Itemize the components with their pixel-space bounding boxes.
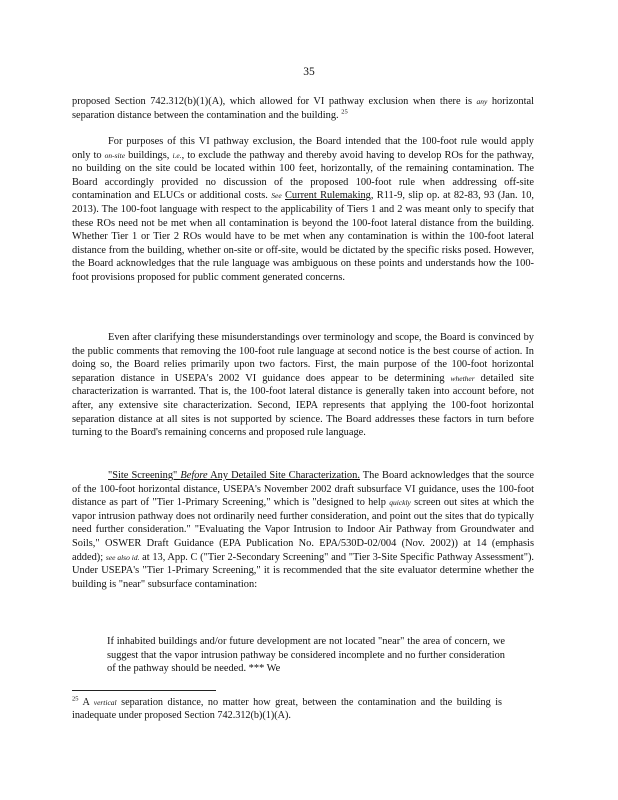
p4-text-a: The Board acknowledges that the source of the 100-foot horizontal distance, USEPA's November 2002 draft subsurface VI guidance, uses the 100-foot distance as part of "Tier 1-Primary Screening," which is "designed to help [72,470,535,509]
footnote-vertical: vertical [93,698,117,707]
p1-emphasis-any: any [476,97,488,106]
paragraph-vi-exclusion [72,135,534,285]
p2-text-b: buildings, [125,149,173,161]
p2-onsite: on-site [104,150,126,160]
p2-citation-current-rulemaking: Current Rulemaking [285,190,371,202]
p2-text-a: For purposes of this VI pathway exclusion, the Board intended that the 100-foot rule would apply only to [72,136,534,161]
p2-see: See [271,191,282,201]
p4-see-also: see also id. [105,552,140,562]
p2-text-c: , to exclude the pathway and thereby avoid having to develop ROs for the pathway, no building on the site could be located within 100 feet, horizontally, of the remaining contamination. The Board accordingly provided no discussion of the proposed 100-foot rule when addressing off-site contamination and ELUCs or additional costs. [72,149,534,202]
paragraph-removing-rule [72,331,534,440]
p4-quickly: quickly [389,498,411,508]
footnote-prefix: A [82,697,94,708]
p2-text-e: , R11-9, slip op. at 82-83, 93 (Jan. 10, 2013). The 100-foot language with respect to the applicability of Tiers 1 and 2 was meant only to specify that these ROs need not be met when all contamination is beyond the 100-foot lateral distance from the building. Whether Tier 1 or Tier 2 ROs would have to be met when any contamination is within the 100-foot lateral distance from the building, whether on-site or off-site, would be dictated by the specific risks posed. However, the Board acknowledges that the rule language was ambiguous on these points and understands how the 100-foot provisions proposed for public comment generated concerns. [72,190,534,283]
footnote-divider [72,690,216,691]
footnote-number: 25 [72,695,79,703]
paragraph-continuation [72,95,534,122]
p4-text-b: screen out sites at which the vapor intrusion pathway does not ordinarily need further consideration, and point out the sites that do typically need further consideration." "Evaluating the Vapor Intrusion to Indoor Air Pathway from Groundwater and Soils," OSWER Draft Guidance (EPA Publication No. EPA/530D-02/004 (Nov. 2002)) at 14 (emphasis added); [72,497,534,563]
page-number: 35 [303,66,315,78]
paragraph-site-screening [72,469,534,591]
p1-text-b: horizontal separation distance between the contamination and the building. [72,96,534,121]
p3-whether: whether [450,373,475,383]
footnote-text: separation distance, no matter how great, between the contamination and the building is inadequate under proposed Section 742.312(b)(1)(A). [72,697,503,722]
footnote-25 [72,696,502,723]
p3-text-b: detailed site characterization is warranted. That is, the 100-foot lateral distance is generally taken into account before, not after, any extensive site characterization. Second, IEPA represents that applying the 100-foot horizontal separation distance at all sites is not supported by science. The Board addresses these factors in turn before turning to the Board's remaining concerns and proposed rule language. [72,372,534,439]
footnote-ref-25[interactable]: 25 [341,108,348,116]
p1-text-a: proposed Section 742.312(b)(1)(A), which allowed for VI pathway exclusion when there is [72,96,477,107]
block-quote: If inhabited buildings and/or future development are not located "near" the area of concern, we suggest that the vapor intrusion pathway be considered incomplete and no further consideration of the pathway should be needed. *** We [107,636,505,675]
section-heading-site-screening: "Site Screening" Before Any Detailed Site Characterization. [108,470,360,481]
p2-ie: i.e. [172,150,182,160]
p3-text-a: Even after clarifying these misunderstandings over terminology and scope, the Board is convinced by the public comments that removing the 100-foot rule language at second notice is the best course of action. In doing so, the Board relies primarily upon two factors. First, the main purpose of the 100-foot horizontal separation distance in USEPA's 2002 VI guidance does appear to be determining [72,332,534,384]
p4-text-c: at 13, App. C ("Tier 2-Secondary Screening" and "Tier 3-Site Specific Pathway Assessment"). Under USEPA's "Tier 1-Primary Screening," it is recommended that the site evaluator determine whether the building is "near" subsurface contamination: [72,551,534,590]
